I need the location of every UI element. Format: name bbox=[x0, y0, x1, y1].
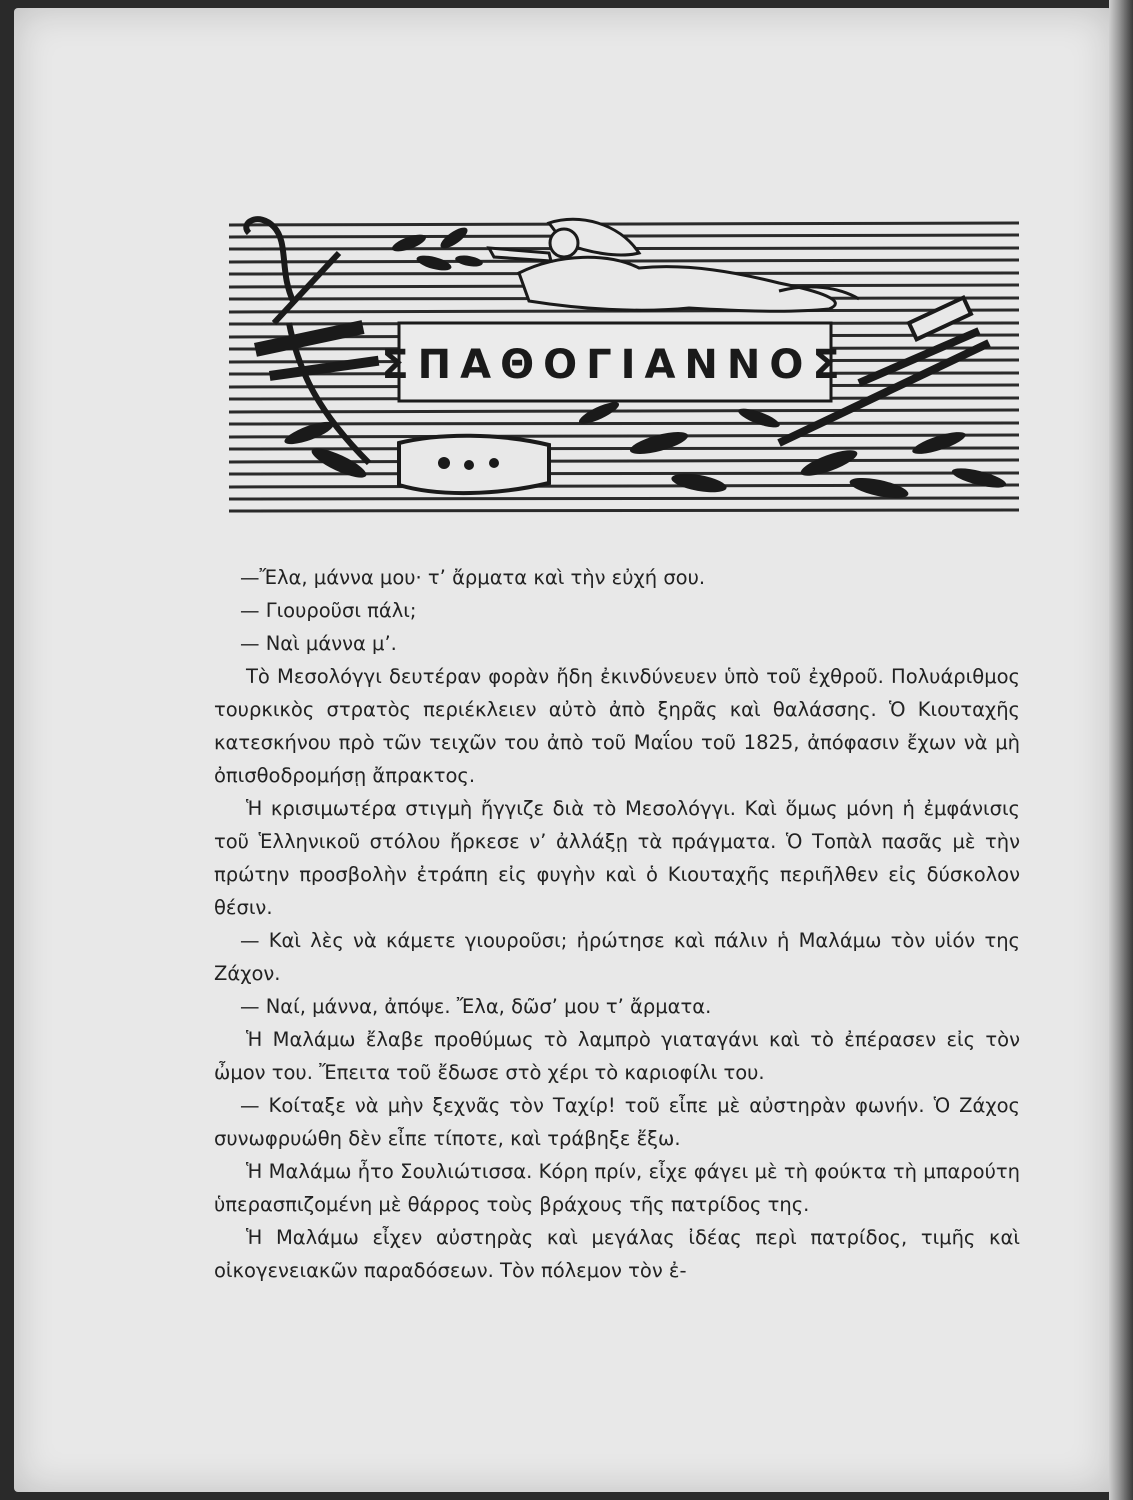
dialogue-line: — Ναὶ μάννα μ’. bbox=[240, 632, 397, 655]
dialogue-line: — Ναί, μάννα, ἀπόψε. Ἔλα, δῶσ’ μου τ’ ἄρματα. bbox=[240, 995, 712, 1018]
paragraph: Ἡ Μαλάμω ἦτο Σουλιώτισσα. Κόρη πρίν, εἶχε φάγει μὲ τὴ φούκτα τὴ μπαρούτη ὑπερασπιζομένη μὲ θάρρος τοὺς βράχους τῆς πατρίδος της. bbox=[214, 1160, 1020, 1216]
book-spine bbox=[1109, 0, 1133, 1500]
paragraph: Ἡ Μαλάμω εἶχεν αὐστηρὰς καὶ μεγάλας ἰδέας περὶ πατρίδος, τιμῆς καὶ οἰκογενειακῶν παραδόσεων. Τὸν πόλεμον τὸν ἐ- bbox=[214, 1226, 1020, 1282]
paragraph: Ἡ κρισιμωτέρα στιγμὴ ἤγγιζε διὰ τὸ Μεσολόγγι. Καὶ ὅμως μόνη ἡ ἐμφάνισις τοῦ Ἑλληνικοῦ στόλου ἤρκεσε ν’ ἀλλάξῃ τὰ πράγματα. Ὁ Τοπὰλ πασᾶς μὲ τὴν πρώτην προσβολὴν ἐτράπη εἰς φυγὴν καὶ ὁ Κιουταχῆς περιῆλθεν εἰς δύσκολον θέσιν. bbox=[214, 797, 1020, 919]
book-page bbox=[14, 8, 1112, 1492]
woodcut-banner bbox=[219, 213, 1021, 515]
paragraph: Ἡ Μαλάμω ἔλαβε προθύμως τὸ λαμπρὸ γιαταγάνι καὶ τὸ ἐπέρασεν εἰς τὸν ὦμον του. Ἔπειτα τοῦ ἔδωσε στὸ χέρι τὸ καριοφίλι του. bbox=[214, 1028, 1020, 1084]
dialogue-line: — Γιουροῦσι πάλι; bbox=[240, 599, 417, 622]
paragraph: Τὸ Μεσολόγγι δευτέραν φορὰν ἤδη ἐκινδύνευεν ὑπὸ τοῦ ἐχθροῦ. Πολυάριθμος τουρκικὸς στρατὸς περιέκλειεν αὐτὸ ἀπὸ ξηρᾶς καὶ θαλάσσης. Ὁ Κιουταχῆς κατεσκήνου πρὸ τῶν τειχῶν του ἀπὸ τοῦ Μαΐου τοῦ 1825, ἀπόφασιν ἔχων νὰ μὴ ὀπισθοδρομήσῃ ἄπρακτος. bbox=[214, 665, 1020, 787]
dialogue-line: — Καὶ λὲς νὰ κάμετε γιουροῦσι; ἠρώτησε καὶ πάλιν ἡ Μαλάμω τὸν υἱόν της Ζάχον. bbox=[214, 929, 1020, 985]
body-text bbox=[214, 561, 1020, 1287]
dialogue-line: —Ἔλα, μάννα μου· τ’ ἄρματα καὶ τὴν εὐχή σου. bbox=[240, 566, 706, 589]
dialogue-line: — Κοίταξε νὰ μὴν ξεχνᾶς τὸν Ταχίρ! τοῦ εἶπε μὲ αὐστηρὰν φωνήν. Ὁ Ζάχος συνωφρυώθη δὲν εἶπε τίποτε, καὶ τράβηξε ἔξω. bbox=[214, 1094, 1020, 1150]
woodcut-illustration bbox=[219, 213, 1021, 515]
banner-title: ΣΠΑΘΟΓΙΑΝΝΟΣ bbox=[381, 342, 849, 388]
